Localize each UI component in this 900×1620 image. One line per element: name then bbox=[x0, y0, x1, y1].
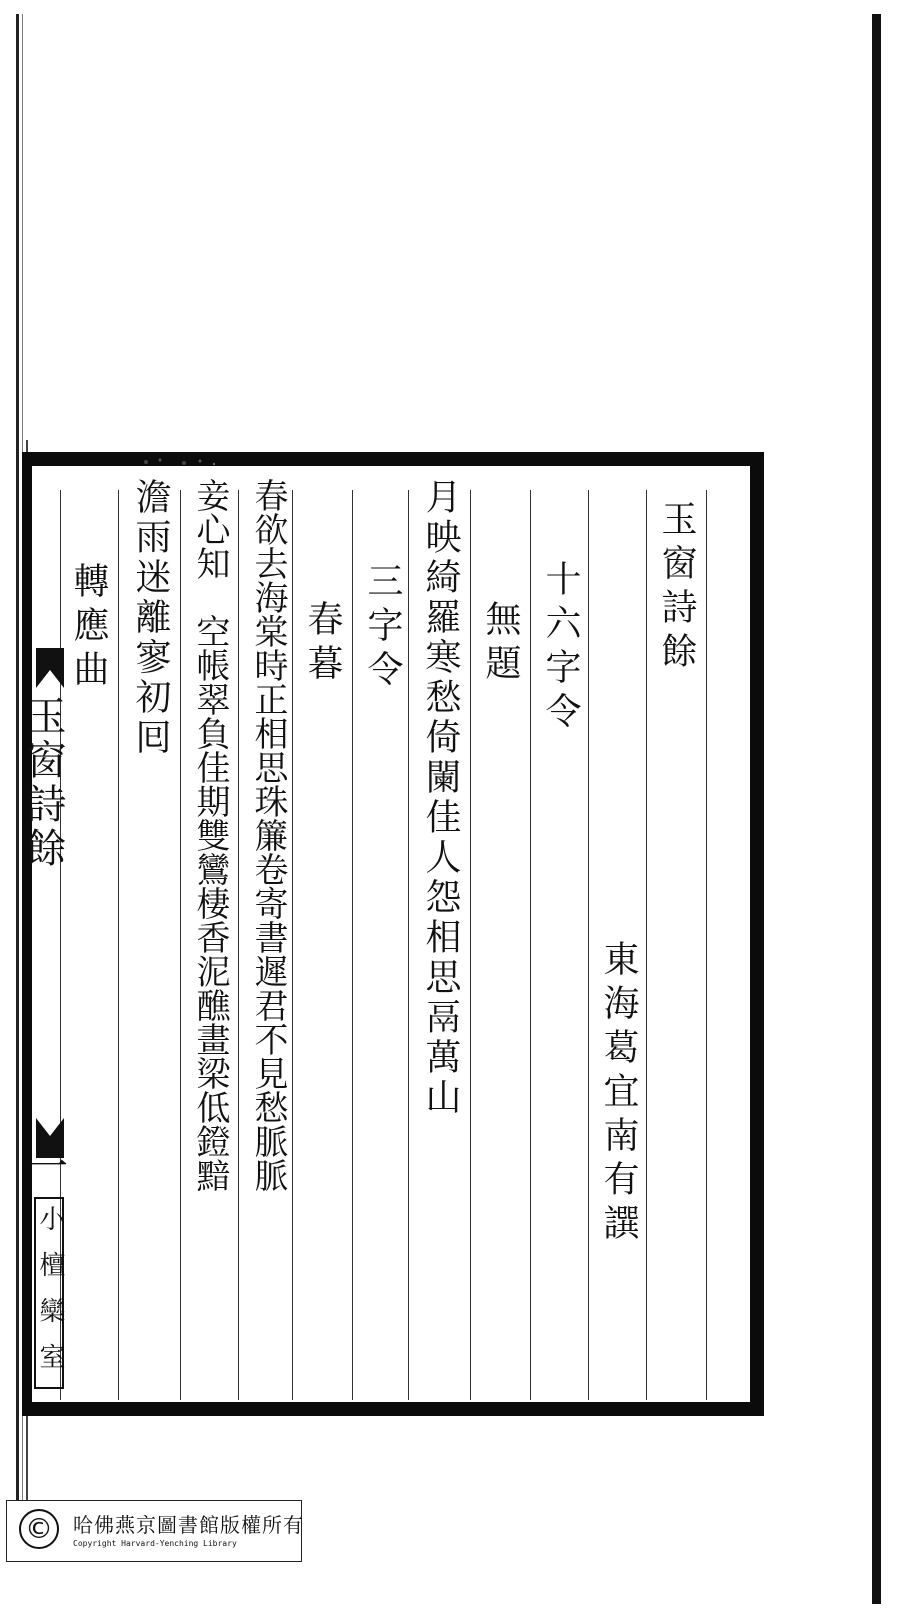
column-rule bbox=[180, 490, 181, 1400]
poem-text: 澹雨迷離寥初囘 bbox=[130, 478, 171, 758]
column-rule bbox=[408, 490, 409, 1400]
page-number: 一 bbox=[28, 1144, 68, 1190]
copyright-chinese: 哈佛燕京圖書館版權所有 bbox=[73, 1513, 304, 1537]
copyright-english: Copyright Harvard-Yenching Library bbox=[73, 1539, 237, 1548]
section-heading: 三字令 bbox=[362, 562, 403, 694]
page-edge-right bbox=[872, 14, 881, 1604]
column-rule bbox=[470, 490, 471, 1400]
column-rule bbox=[238, 490, 239, 1400]
column-rule bbox=[118, 490, 119, 1400]
poem-text: 月映綺羅寒愁倚闌佳人怨相思鬲萬山 bbox=[420, 478, 461, 1118]
column-rule bbox=[292, 490, 293, 1400]
column-rule bbox=[530, 490, 531, 1400]
copyright-icon: © bbox=[19, 1509, 59, 1549]
section-heading: 轉應曲 bbox=[68, 562, 109, 694]
column-rule bbox=[706, 490, 707, 1400]
book-title: 玉窗詩餘 bbox=[656, 500, 697, 676]
column-rule bbox=[588, 490, 589, 1400]
column-rule bbox=[352, 490, 353, 1400]
studio-name: 小檀欒室 bbox=[35, 1205, 65, 1389]
poem-title: 無題 bbox=[480, 600, 521, 688]
author-line: 東海葛宜南有譔 bbox=[598, 940, 639, 1248]
fishtail-upper-icon bbox=[36, 648, 64, 688]
spine-title: 玉窗詩餘 bbox=[20, 695, 66, 871]
section-heading: 十六字令 bbox=[540, 560, 581, 736]
poem-text: 妾心知 空帳翠負佳期雙鸞棲香泥醮畫梁低鐙黯 bbox=[190, 478, 230, 1192]
page-edge-left bbox=[16, 14, 19, 1544]
copyright-stamp bbox=[6, 1500, 302, 1562]
column-rule bbox=[646, 490, 647, 1400]
poem-title: 春暮 bbox=[302, 600, 343, 688]
poem-text: 春欲去海棠時正相思珠簾卷寄書遲君不見愁脈脈 bbox=[248, 478, 288, 1192]
ink-specks bbox=[140, 456, 230, 468]
